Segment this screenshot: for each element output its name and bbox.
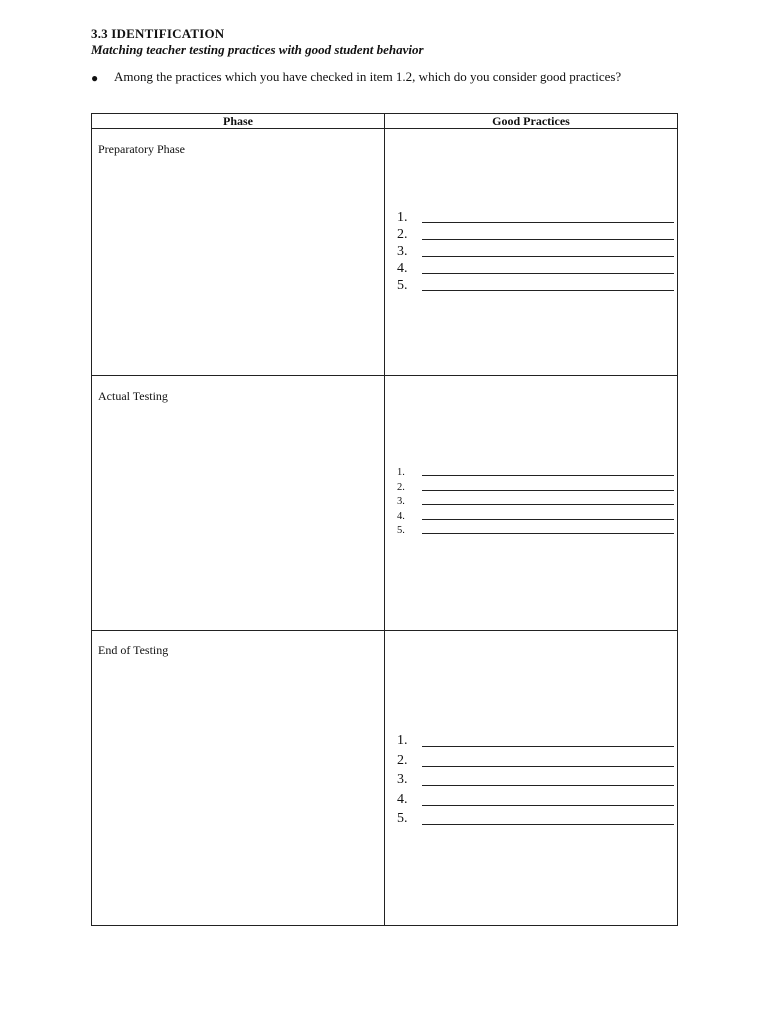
answer-item <box>397 226 674 243</box>
phase-label-preparatory: Preparatory Phase <box>98 142 185 156</box>
answer-item <box>397 524 674 539</box>
row-divider <box>92 375 677 376</box>
header-row-divider <box>92 128 677 129</box>
section-subtitle: Matching teacher testing practices with good student behavior <box>91 42 424 57</box>
column-header-good-practices: Good Practices <box>492 114 570 128</box>
item-number: 2. <box>397 227 408 242</box>
answer-item <box>397 751 674 771</box>
answer-item <box>397 510 674 525</box>
item-number: 4. <box>397 791 408 807</box>
item-number: 4. <box>397 510 405 522</box>
bullet-icon: ● <box>91 71 99 85</box>
item-number: 1. <box>397 210 408 225</box>
phase-label-actual-testing: Actual Testing <box>98 389 168 403</box>
answer-blank-line[interactable] <box>422 805 674 806</box>
item-number: 5. <box>397 811 408 826</box>
answer-blank-line[interactable] <box>422 256 674 257</box>
item-number: 5. <box>397 278 408 293</box>
answer-list-preparatory <box>397 209 674 294</box>
answer-blank-line[interactable] <box>422 519 674 520</box>
section-heading: 3.3 IDENTIFICATION <box>91 26 225 41</box>
answer-item <box>397 790 674 810</box>
phase-label-end-of-testing: End of Testing <box>98 643 169 657</box>
answer-item <box>397 466 674 481</box>
answer-item <box>397 260 674 277</box>
item-number: 1. <box>397 467 405 478</box>
answer-blank-line[interactable] <box>422 504 674 505</box>
item-number: 3. <box>397 244 408 259</box>
column-divider <box>384 114 385 925</box>
answer-blank-line[interactable] <box>422 533 674 534</box>
column-header-phase: Phase <box>223 114 253 128</box>
answer-item <box>397 277 674 294</box>
answer-blank-line[interactable] <box>422 475 674 476</box>
item-number: 1. <box>397 733 408 748</box>
answer-item <box>397 495 674 510</box>
answer-blank-line[interactable] <box>422 290 674 291</box>
item-number: 2. <box>397 481 405 493</box>
practices-table <box>91 113 678 926</box>
answer-item <box>397 243 674 260</box>
answer-blank-line[interactable] <box>422 785 674 786</box>
answer-item <box>397 481 674 496</box>
answer-item <box>397 731 674 751</box>
answer-blank-line[interactable] <box>422 239 674 240</box>
item-number: 5. <box>397 525 405 537</box>
answer-item <box>397 809 674 829</box>
answer-blank-line[interactable] <box>422 824 674 825</box>
answer-item <box>397 209 674 226</box>
answer-list-actual-testing <box>397 466 674 539</box>
item-number: 3. <box>397 772 408 787</box>
answer-list-end-of-testing <box>397 731 674 829</box>
answer-item <box>397 770 674 790</box>
answer-blank-line[interactable] <box>422 222 674 223</box>
row-divider <box>92 630 677 631</box>
item-number: 2. <box>397 752 408 768</box>
item-number: 3. <box>397 496 405 508</box>
question-text: Among the practices which you have checked in item 1.2, which do you consider good practices? <box>114 69 622 84</box>
answer-blank-line[interactable] <box>422 273 674 274</box>
item-number: 4. <box>397 261 408 276</box>
answer-blank-line[interactable] <box>422 490 674 491</box>
answer-blank-line[interactable] <box>422 766 674 767</box>
answer-blank-line[interactable] <box>422 746 674 747</box>
